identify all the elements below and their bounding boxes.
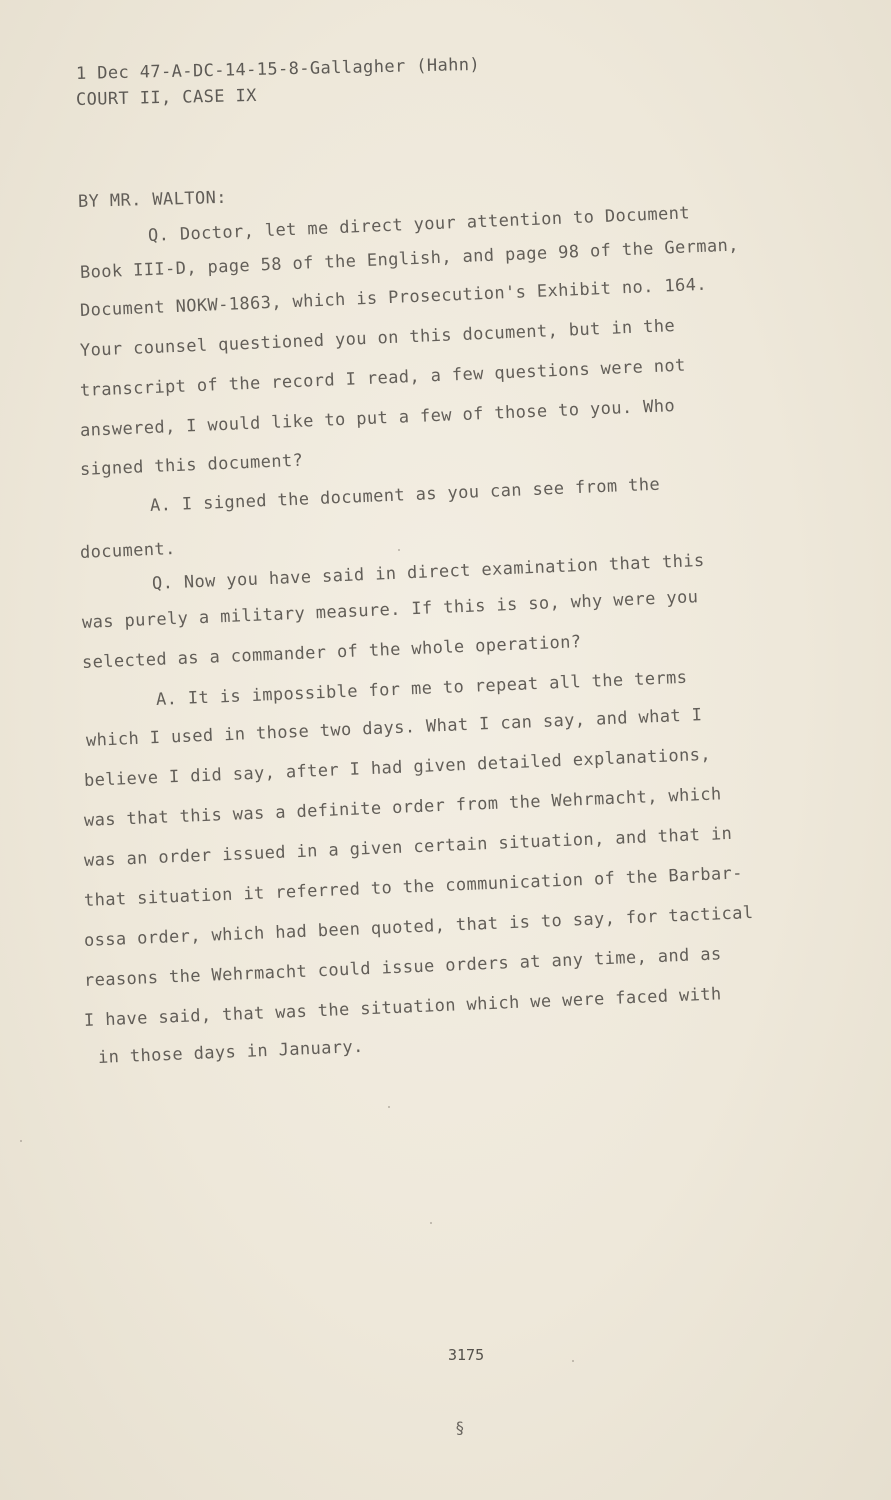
transcript-line: Q. Now you have said in direct examination that this [151, 550, 705, 594]
transcript-line: in those days in January. [97, 1036, 365, 1068]
transcript-line: was purely a military measure. If this is so, why were you [81, 587, 699, 633]
transcript-line: ossa order, which had been quoted, that is to say, for tactical [83, 902, 754, 951]
paper-speck [388, 1106, 390, 1108]
transcript-line: Book III-D, page 58 of the English, and page 98 of the German, [79, 235, 740, 283]
transcript-line: transcript of the record I read, a few questions were not [79, 355, 687, 401]
transcript-line: was that this was a definite order from the Wehrmacht, which [83, 784, 722, 831]
transcript-line: A. I signed the document as you can see from the [149, 474, 661, 516]
transcript-line: selected as a commander of the whole operation? [81, 632, 582, 673]
transcript-line: signed this document? [79, 450, 304, 480]
transcript-line: Q. Doctor, let me direct your attention to Document [147, 203, 691, 246]
transcript-line: Your counsel questioned you on this document, but in the [79, 316, 676, 361]
court-case-label: COURT II, CASE IX [75, 85, 257, 110]
transcript-line: that situation it referred to the communication of the Barbar- [83, 863, 744, 911]
paper-speck [398, 549, 400, 551]
page-number: 3175 [448, 1346, 485, 1364]
transcript-line: which I used in those two days. What I can say, and what I [85, 705, 703, 751]
transcript-line: answered, I would like to put a few of those to you. Who [79, 396, 676, 441]
paper-speck [430, 1222, 432, 1224]
paper-speck [20, 1140, 22, 1142]
examiner-heading: BY MR. WALTON: [77, 187, 228, 212]
paper-speck [572, 1360, 574, 1362]
transcript-line: believe I did say, after I had given detailed explanations, [83, 744, 712, 791]
transcript-line: A. It is impossible for me to repeat all the terms [155, 667, 688, 710]
transcript-line: document. [79, 539, 177, 563]
transcript-line: reasons the Wehrmacht could issue orders at any time, and as [83, 944, 722, 991]
transcript-line: I have said, that was the situation which we were faced with [83, 984, 722, 1031]
transcript-line: Document NOKW-1863, which is Prosecution's Exhibit no. 164. [79, 274, 708, 321]
document-reference: 1 Dec 47-A-DC-14-15-8-Gallagher (Hahn) [75, 54, 481, 84]
transcript-line: was an order issued in a given certain situation, and that in [83, 823, 733, 871]
footer-mark: § [455, 1418, 465, 1437]
